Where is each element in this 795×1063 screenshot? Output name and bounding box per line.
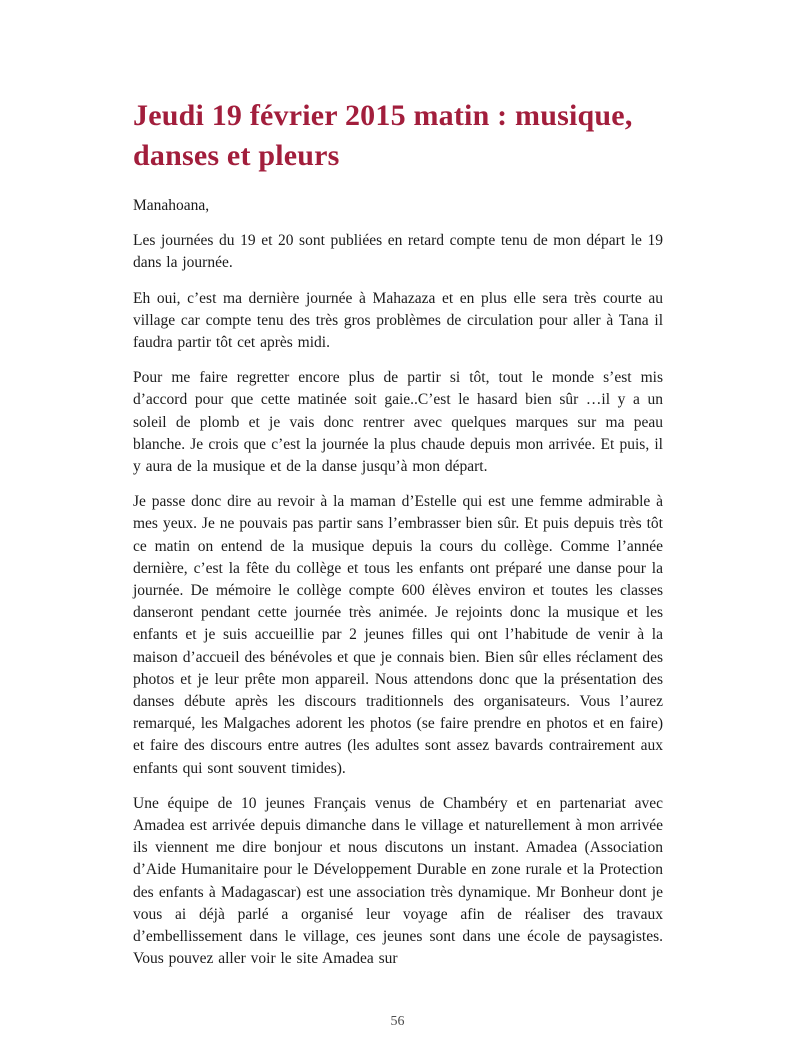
paragraph: Manahoana,	[133, 197, 210, 214]
paragraph: Eh oui, c’est ma dernière journée à Mahazaza et en plus elle sera très courte au village car compte tenu des très gros problèmes de circulation pour aller à Tana il faudra partir tôt cet après midi.	[133, 289, 663, 352]
article	[133, 0, 663, 984]
page-number: 56	[390, 1014, 405, 1029]
article-body	[133, 195, 663, 971]
paragraph: Une équipe de 10 jeunes Français venus de Chambéry et en partenariat avec Amadea est arrivée depuis dimanche dans le village et naturellement à mon arrivée ils viennent me dire bonjour et nous discutons un instant. Amadea (Association d’Aide Humanitaire pour le Développement Durable en zone rurale et la Protection des enfants à Madagascar) est une association très dynamique. Mr Bonheur dont je vous ai déjà parlé a organisé leur voyage afin de réaliser des travaux d’embellissement dans le village, ces jeunes sont dans une école de paysagistes. Vous pouvez aller voir le site Amadea sur	[133, 794, 663, 968]
paragraph: Je passe donc dire au revoir à la maman d’Estelle qui est une femme admirable à mes yeux. Je ne pouvais pas partir sans l’embrasser bien sûr. Et puis depuis très tôt ce matin on entend de la musique depuis la cours du collège. Comme l’année dernière, c’est la fête du collège et tous les enfants ont préparé une danse pour la journée. De mémoire le collège compte 600 élèves environ et toutes les classes danseront pendant cette journée très animée. Je rejoints donc la musique et les enfants et je suis accueillie par 2 jeunes filles qui ont l’habitude de venir à la maison d’accueil des bénévoles et que je connais bien. Bien sûr elles réclament des photos et je leur prête mon appareil. Nous attendons donc que la présentation des danses débute après les discours traditionnels des organisateurs. Vous l’aurez remarqué, les Malgaches adorent les photos (se faire prendre en photos et en faire) et faire des discours entre autres (les adultes sont assez bavards contrairement aux enfants qui sont souvent timides).	[133, 493, 663, 777]
page-title: Jeudi 19 février 2015 matin : musique, danses et pleurs	[133, 99, 633, 172]
paragraph: Les journées du 19 et 20 sont publiées en retard compte tenu de mon départ le 19 dans la journée.	[133, 232, 663, 272]
paragraph: Pour me faire regretter encore plus de partir si tôt, tout le monde s’est mis d’accord pour que cette matinée soit gaie..C’est le hasard bien sûr …il y a un soleil de plomb et je vais donc rentrer avec quelques marques sur ma peau blanche. Je crois que c’est la journée la plus chaude depuis mon arrivée. Et puis, il y aura de la musique et de la danse jusqu’à mon départ.	[133, 369, 663, 476]
